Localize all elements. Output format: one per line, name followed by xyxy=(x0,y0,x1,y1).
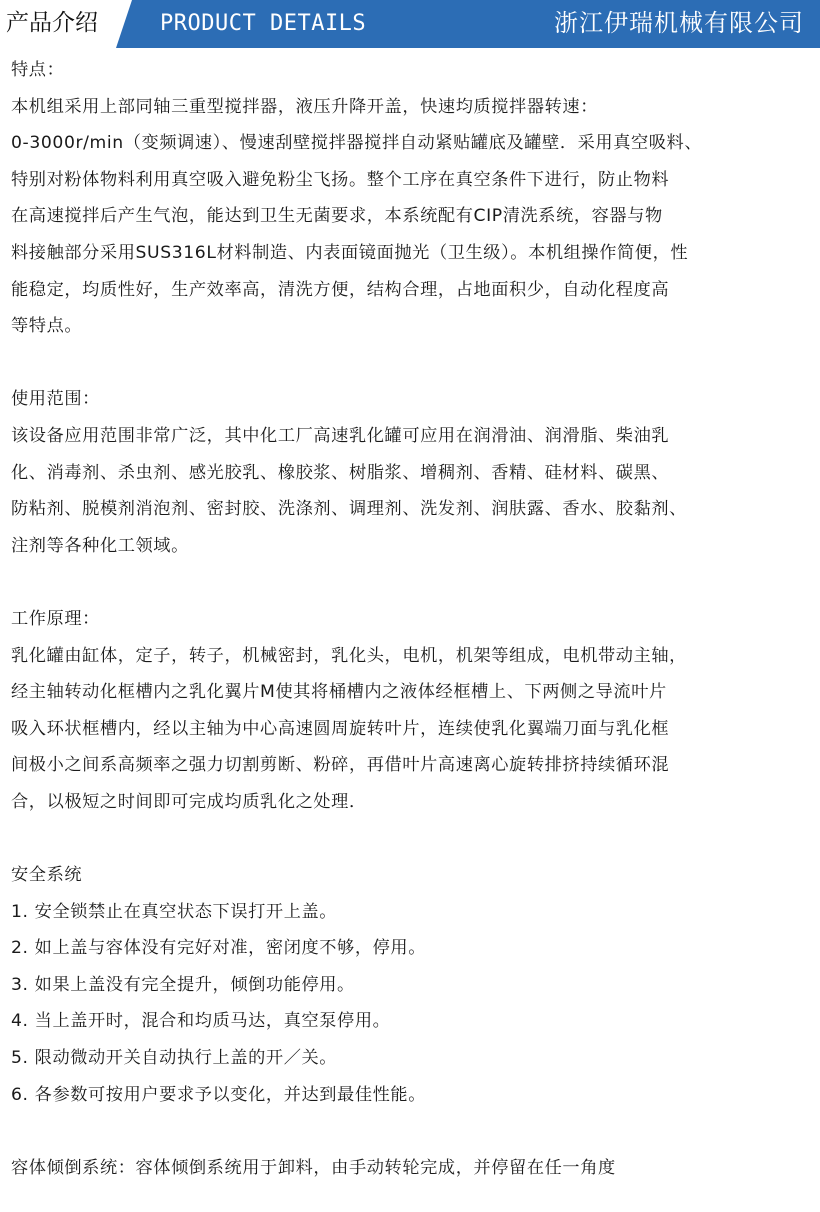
paragraph-line: 吸入环状框槽内，经以主轴为中心高速圆周旋转叶片，连续使乳化翼端刀面与乳化框 xyxy=(11,718,670,739)
tilting-line: 容体倾倒系统：容体倾倒系统用于卸料，由手动转轮完成，并停留在任一角度 xyxy=(11,1157,616,1178)
paragraph-line: 经主轴转动化框槽内之乳化翼片M使其将桶槽内之液体经框槽上、下两侧之导流叶片 xyxy=(11,682,667,703)
list-item: 5. 限动微动开关自动执行上盖的开／关。 xyxy=(11,1048,338,1069)
tilting-section xyxy=(11,1150,813,1187)
paragraph-line: 0-3000r/min（变频调速）、慢速刮壁搅拌器搅拌自动紧贴罐底及罐壁．采用真空吸料、 xyxy=(11,133,703,154)
principle-section xyxy=(11,601,813,821)
paragraph-line: 等特点。 xyxy=(11,316,83,337)
principle-heading: 工作原理： xyxy=(11,608,100,629)
paragraph-line: 注剂等各种化工领域。 xyxy=(11,535,189,556)
paragraph-line: 化、消毒剂、杀虫剂、感光胶乳、橡胶浆、树脂浆、增稠剂、香精、硅材料、碳黑、 xyxy=(11,462,670,483)
spacer xyxy=(11,345,813,382)
paragraph-line: 特别对粉体物料利用真空吸入避免粉尘飞扬。整个工序在真空条件下进行，防止物料 xyxy=(11,169,670,190)
list-item: 6. 各参数可按用户要求予以变化，并达到最佳性能。 xyxy=(11,1084,426,1105)
paragraph-line: 乳化罐由缸体，定子，转子，机械密封，乳化头，电机，机架等组成，电机带动主轴， xyxy=(11,645,687,666)
paragraph-line: 合，以极短之时间即可完成均质乳化之处理． xyxy=(11,791,367,812)
paragraph-line: 能稳定，均质性好，生产效率高，清洗方便，结构合理，占地面积少，自动化程度高 xyxy=(11,279,670,300)
list-item: 1. 安全锁禁止在真空状态下误打开上盖。 xyxy=(11,901,338,922)
safety-heading: 安全系统 xyxy=(11,865,83,886)
paragraph-line: 本机组采用上部同轴三重型搅拌器，液压升降开盖，快速均质搅拌器转速： xyxy=(11,96,598,117)
section-tab-title: 产品介绍 xyxy=(6,10,98,36)
paragraph-line: 在高速搅拌后产生气泡，能达到卫生无菌要求，本系统配有CIP清洗系统，容器与物 xyxy=(11,206,663,227)
header-bar xyxy=(0,0,820,48)
list-item: 3. 如果上盖没有完全提升，倾倒功能停用。 xyxy=(11,974,355,995)
features-section xyxy=(11,52,813,345)
scope-section xyxy=(11,381,813,564)
spacer xyxy=(11,1113,813,1150)
list-item: 2. 如上盖与容体没有完好对准，密闭度不够，停用。 xyxy=(11,938,426,959)
paragraph-line: 该设备应用范围非常广泛，其中化工厂高速乳化罐可应用在润滑油、润滑脂、柴油乳 xyxy=(11,425,670,446)
spacer xyxy=(11,564,813,601)
safety-section xyxy=(11,857,813,1113)
spacer xyxy=(11,820,813,857)
company-name: 浙江伊瑞机械有限公司 xyxy=(554,9,804,37)
english-title: PRODUCT DETAILS xyxy=(160,11,367,36)
paragraph-line: 防粘剂、脱模剂消泡剂、密封胶、洗涤剂、调理剂、洗发剂、润肤露、香水、胶黏剂、 xyxy=(11,499,687,520)
list-item: 4. 当上盖开时，混合和均质马达，真空泵停用。 xyxy=(11,1011,391,1032)
paragraph-line: 间极小之间系高频率之强力切割剪断、粉碎，再借叶片高速离心旋转排挤持续循环混 xyxy=(11,755,670,776)
scope-heading: 使用范围： xyxy=(11,389,100,410)
paragraph-line: 料接触部分采用SUS316L材料制造、内表面镜面抛光（卫生级）。本机组操作简便，性 xyxy=(11,242,689,263)
features-heading: 特点： xyxy=(11,60,65,80)
product-description xyxy=(11,52,813,1186)
